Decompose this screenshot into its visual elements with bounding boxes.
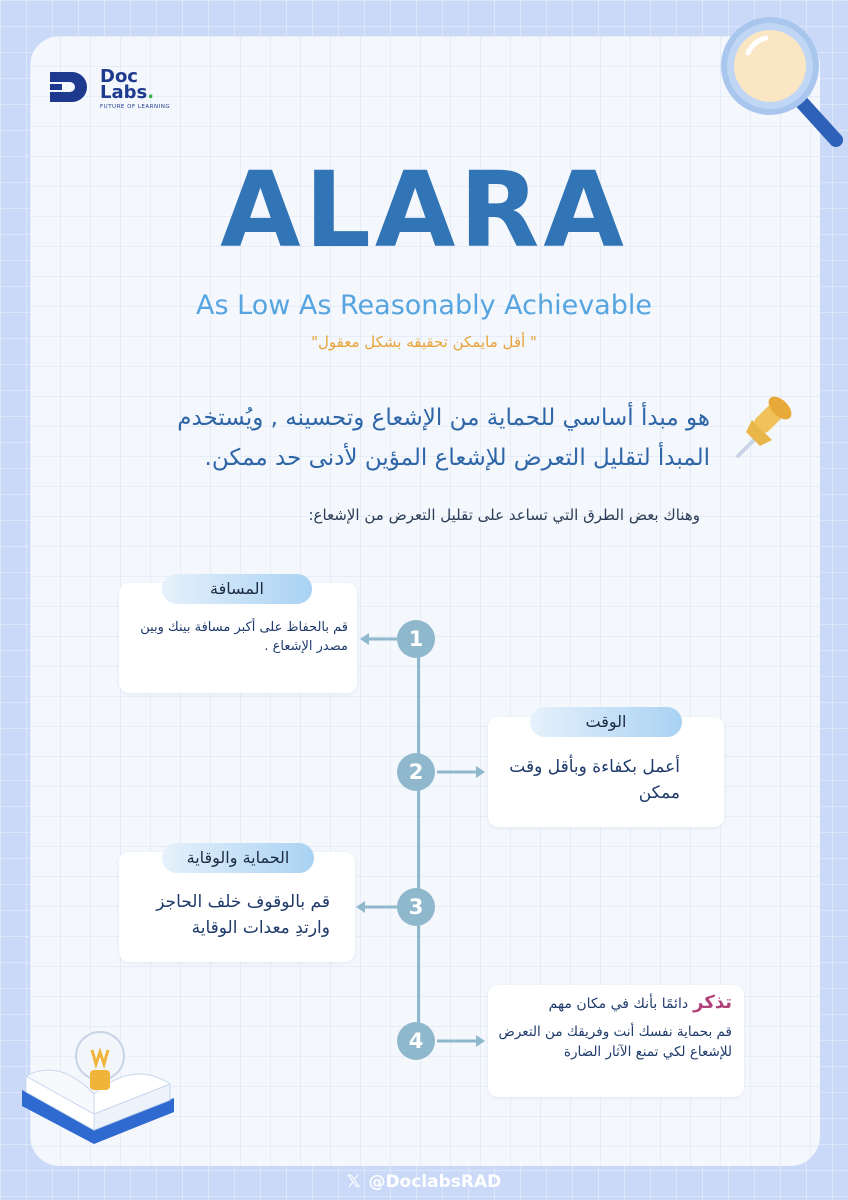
- doclabs-logo-mark-icon: [48, 70, 94, 104]
- footer-handle[interactable]: [0, 1172, 848, 1192]
- step-3-title: الحماية والوقاية: [162, 843, 314, 873]
- step-3-arrow-icon: [356, 900, 400, 914]
- logo-word-labs: [100, 84, 154, 102]
- intro-paragraph: هو مبدأ أساسي للحماية من الإشعاع وتحسينه , ويُستخدم المبدأ لتقليل التعرض للإشعاع المؤين لأدنى حد ممكن.: [177, 405, 710, 471]
- remind-subtitle: دائمًا بأنك في مكان مهم: [548, 996, 689, 1012]
- book-lightbulb-icon: [14, 1020, 184, 1150]
- step-1-title: المسافة: [162, 574, 312, 604]
- remind-title: تذكر: [693, 992, 732, 1013]
- logo-dot: .: [147, 82, 155, 103]
- step-3-text: قم بالوقوف خلف الحاجز وارتدِ معدات الوقاية: [156, 892, 330, 938]
- step-4-text: قم بحماية نفسك أنت وفريقك من التعرض للإشعاع لكي تمنع الآثار الضارة: [498, 1024, 732, 1060]
- subtitle-english: As Low As Reasonably Achievable: [196, 290, 652, 321]
- step-4-arrow-icon: [437, 1034, 485, 1048]
- methods-intro: وهناك بعض الطرق التي تساعد على تقليل التعرض من الإشعاع:: [308, 506, 700, 524]
- x-logo-icon: 𝕏: [346, 1172, 361, 1192]
- timeline-line: [417, 640, 420, 1040]
- step-2-number: 2: [397, 753, 435, 791]
- step-4-number: 4: [397, 1022, 435, 1060]
- step-1-number: 1: [397, 620, 435, 658]
- footer-handle-text: @DoclabsRAD: [368, 1172, 502, 1192]
- step-3-number: 3: [397, 888, 435, 926]
- pushpin-icon: [730, 390, 800, 465]
- step-2-text: أعمل بكفاءة وبأقل وقت ممكن: [509, 757, 680, 803]
- step-1-arrow-icon: [360, 632, 400, 646]
- step-1-text: قم بالحفاظ على أكبر مسافة بينك وبين مصدر الإشعاع .: [140, 620, 348, 654]
- subtitle-arabic: " أقل مايمكن تحقيقه بشكل معقول": [311, 333, 537, 351]
- logo-word-doc: Doc: [100, 66, 138, 87]
- step-4-heading: [498, 990, 732, 1017]
- logo-labs-text: Labs: [100, 82, 148, 103]
- step-2-title: الوقت: [530, 707, 682, 737]
- step-2-arrow-icon: [437, 765, 485, 779]
- magnifying-glass-icon: [708, 8, 848, 148]
- logo-tagline: FUTURE OF LEARNING: [100, 104, 171, 110]
- doclabs-logo: [48, 66, 208, 126]
- page-title: ALARA: [220, 149, 628, 271]
